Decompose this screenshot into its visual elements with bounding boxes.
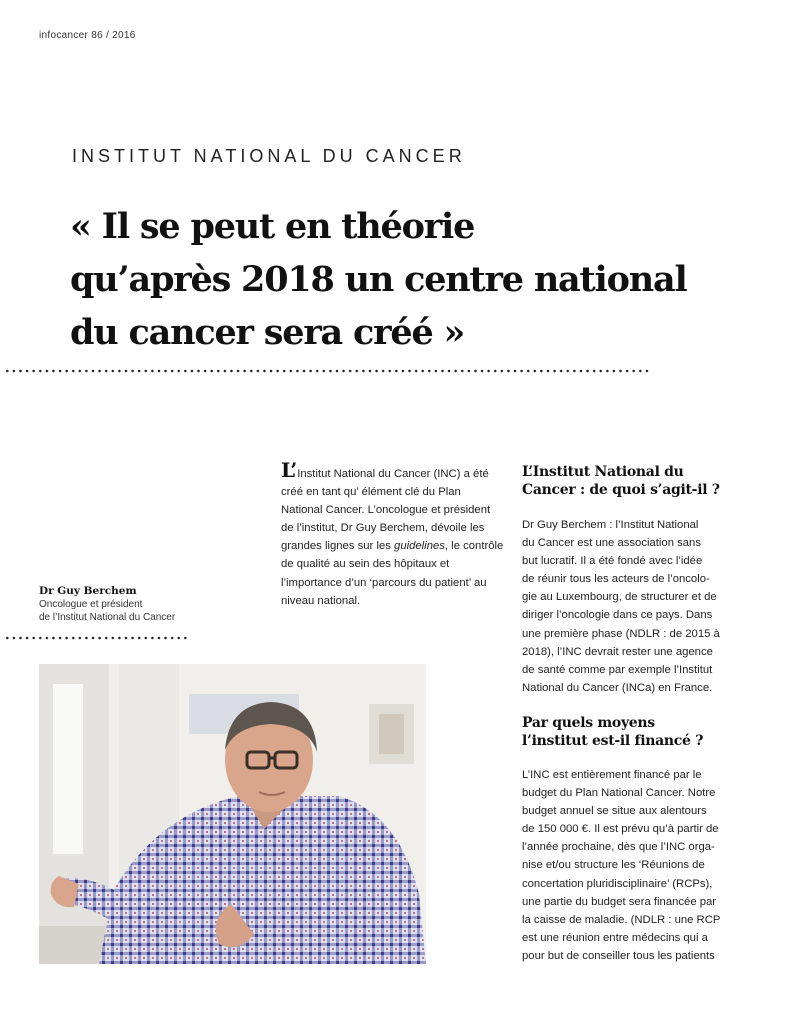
question-2-line-2: l’institut est-il financé ? (522, 732, 704, 749)
answer-2-line: L’INC est entièrement financé par le (522, 768, 702, 781)
headline (70, 200, 750, 359)
question-heading-1 (522, 463, 754, 499)
answer-2-line: budget du Plan National Cancer. Notre (522, 787, 716, 800)
lead-text-after: , le contrôle de qualité au sein des hôpitaux et l’importance d’un ‘parcours du patient’ au niveau national. (281, 540, 504, 607)
answer-1-line: de santé comme par exemple l’Institut (522, 663, 713, 676)
answer-2-line: de 150 000 €. Il est prévu qu’à partir de (522, 823, 719, 836)
answer-1-line: but lucratif. Il a été fondé avec l’idée (522, 555, 703, 568)
answer-2-line: l’année prochaine, dès que l’INC orga- (522, 841, 715, 854)
lead-italic-term: guidelines (394, 540, 445, 553)
answer-1-line: une première phase (NDLR : de 2015 à (522, 627, 720, 640)
question-heading-2 (522, 714, 754, 750)
caption-role-line-1: Oncologue et président (39, 599, 143, 610)
answer-2-line: la caisse de maladie. (NDLR : une RCP (522, 913, 721, 926)
answer-1-line: gie au Luxembourg, de structurer et de (522, 591, 717, 604)
answer-1-line: Dr Guy Berchem : l’Institut National (522, 519, 699, 531)
answer-1-line: National du Cancer (INCa) en France. (522, 681, 713, 694)
answer-1-line: de réunir tous les acteurs de l’oncolo- (522, 573, 710, 586)
portrait-photo (39, 664, 426, 964)
headline-line-2: qu’après 2018 un centre national (70, 259, 687, 300)
answer-paragraph-2 (522, 766, 754, 965)
answer-1-line: 2018), l’INC devrait rester une agence (522, 645, 713, 658)
answer-2-line: nise et/ou structure les ‘Réunions de (522, 859, 705, 872)
running-head: infocancer 86 / 2016 (39, 30, 136, 41)
answer-2-line: une partie du budget sera financée par (522, 895, 717, 908)
caption-name: Dr Guy Berchem (39, 585, 137, 597)
drop-cap: L’ (281, 458, 298, 482)
dotted-divider-long (4, 368, 650, 374)
interview-column (522, 463, 754, 965)
answer-1-line: diriger l’oncologie dans ce pays. Dans (522, 609, 713, 622)
answer-2-line: budget annuel se situe aux alentours (522, 805, 707, 818)
photo-caption (39, 585, 239, 624)
section-kicker: INSTITUT NATIONAL DU CANCER (72, 146, 466, 166)
headline-line-3: du cancer sera créé » (70, 312, 465, 353)
lead-paragraph (281, 458, 505, 610)
question-2-line-1: Par quels moyens (522, 714, 655, 731)
question-1-line-1: L’Institut National du (522, 464, 684, 480)
answer-1-line: du Cancer est une association sans (522, 537, 701, 550)
dotted-divider-short (4, 635, 190, 641)
answer-2-line: est une réunion entre médecins qui a (522, 931, 708, 944)
answer-2-line: concertation pluridisciplinaire’ (RCPs), (522, 877, 713, 890)
answer-2-line: pour but de conseiller tous les patients (522, 949, 715, 962)
caption-role-line-2: de l’Institut National du Cancer (39, 612, 176, 623)
question-1-line-2: Cancer : de quoi s’agit-il ? (522, 482, 720, 498)
headline-line-1: « Il se peut en théorie (70, 206, 475, 247)
lead-text-before: Institut National du Cancer (INC) a été créé en tant qu’ élément clé du Plan National Cancer. L’oncologue et président de l’institut, Dr Guy Berchem, dévoile les grandes lignes sur les (281, 468, 491, 553)
answer-paragraph-1 (522, 516, 754, 697)
